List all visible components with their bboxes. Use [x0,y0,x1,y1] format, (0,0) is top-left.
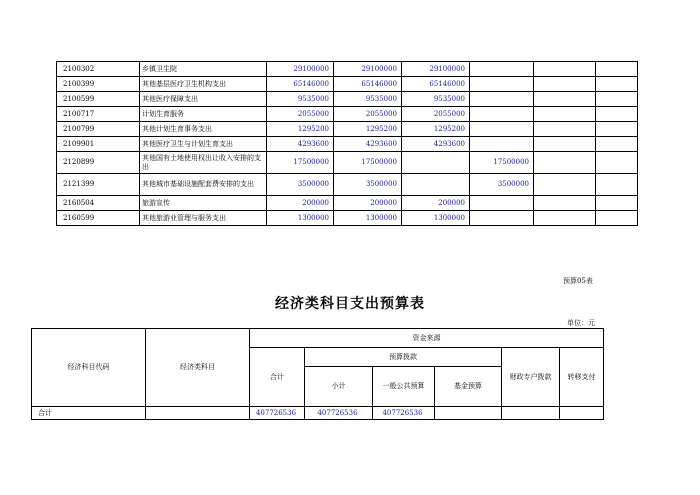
row-empty-2 [596,107,638,122]
row-subtotal: 4293600 [334,137,402,152]
table-row [57,107,638,122]
row-total: 1300000 [267,211,334,226]
expenditure-detail-table [56,61,638,226]
row-fund [470,77,534,92]
total-row [32,407,604,420]
row-total: 65146000 [267,77,334,92]
row-fund [470,62,534,77]
row-name: 乡镇卫生院 [140,62,267,77]
row-code: 2109901 [57,137,140,152]
total-fund [435,407,502,420]
row-general: 65146000 [402,77,470,92]
row-fund [470,137,534,152]
row-fund [470,211,534,226]
row-empty-2 [596,196,638,211]
header-source: 资金来源 [250,329,604,348]
row-name: 其他国有土地使用权出让收入安排的支出 [140,152,267,174]
table-row [57,196,638,211]
row-empty-1 [534,174,596,196]
row-empty-2 [596,92,638,107]
row-subtotal: 1295200 [334,122,402,137]
row-general: 29100000 [402,62,470,77]
row-fund [470,122,534,137]
table-row [57,211,638,226]
row-general [402,174,470,196]
total-amount: 407726536 [250,407,305,420]
header-general: 一般公共预算 [373,367,435,407]
row-empty-1 [534,122,596,137]
total-subtotal: 407726536 [305,407,373,420]
row-code: 2160599 [57,211,140,226]
row-empty-2 [596,122,638,137]
table-row [57,77,638,92]
header-transfer: 转移支付 [560,348,604,407]
header-special: 财政专户拨款 [502,348,560,407]
header-total: 合计 [250,348,305,407]
row-name: 其他医疗保障支出 [140,92,267,107]
row-code: 2100717 [57,107,140,122]
row-empty-2 [596,211,638,226]
row-subtotal: 200000 [334,196,402,211]
row-empty-2 [596,62,638,77]
row-general [402,152,470,174]
total-general: 407726536 [373,407,435,420]
row-fund [470,92,534,107]
row-total: 3500000 [267,174,334,196]
row-empty-2 [596,152,638,174]
row-subtotal: 1300000 [334,211,402,226]
table-row [57,152,638,174]
row-fund [470,107,534,122]
row-name: 计划生育服务 [140,107,267,122]
row-code: 2100399 [57,77,140,92]
row-code: 2160504 [57,196,140,211]
row-empty-1 [534,92,596,107]
row-general: 2055000 [402,107,470,122]
row-name: 其他城市基础设施配套费安排的支出 [140,174,267,196]
row-general: 1300000 [402,211,470,226]
row-subtotal: 65146000 [334,77,402,92]
row-code: 2100799 [57,122,140,137]
header-budget: 预算拨款 [305,348,502,367]
row-fund: 17500000 [470,152,534,174]
row-general: 200000 [402,196,470,211]
row-empty-1 [534,77,596,92]
row-empty-1 [534,211,596,226]
row-subtotal: 3500000 [334,174,402,196]
row-total: 29100000 [267,62,334,77]
row-empty-2 [596,77,638,92]
row-subtotal: 29100000 [334,62,402,77]
table-row [57,137,638,152]
row-general: 4293600 [402,137,470,152]
row-subtotal: 9535000 [334,92,402,107]
economic-category-table [31,328,604,420]
row-name: 旅游宣传 [140,196,267,211]
total-transfer [560,407,604,420]
table-row [57,92,638,107]
table-caption: 预算05表 [563,277,593,285]
header-name: 经济类科目 [146,329,250,407]
header-subtotal: 小计 [305,367,373,407]
total-special [502,407,560,420]
row-empty-1 [534,196,596,211]
table-row [57,174,638,196]
page-title: 经济类科目支出预算表 [275,296,425,312]
row-name: 其他旅游业管理与服务支出 [140,211,267,226]
row-empty-1 [534,137,596,152]
table-row [57,122,638,137]
table-row [57,62,638,77]
row-name: 其他计划生育事务支出 [140,122,267,137]
row-total: 200000 [267,196,334,211]
row-total: 1295200 [267,122,334,137]
header-code: 经济科目代码 [32,329,146,407]
row-code: 2100599 [57,92,140,107]
row-subtotal: 17500000 [334,152,402,174]
row-empty-2 [596,137,638,152]
row-empty-1 [534,107,596,122]
unit-label: 单位：元 [567,319,595,327]
row-total: 9535000 [267,92,334,107]
row-general: 1295200 [402,122,470,137]
total-name-cell [146,407,250,420]
row-total: 2055000 [267,107,334,122]
row-total: 17500000 [267,152,334,174]
row-general: 9535000 [402,92,470,107]
row-fund [470,196,534,211]
row-empty-2 [596,174,638,196]
header-fund: 基金预算 [435,367,502,407]
row-name: 其他基层医疗卫生机构支出 [140,77,267,92]
row-empty-1 [534,62,596,77]
row-fund: 3500000 [470,174,534,196]
row-empty-1 [534,152,596,174]
row-code: 2120899 [57,152,140,174]
total-label: 合计 [32,407,146,420]
row-code: 2100302 [57,62,140,77]
row-total: 4293600 [267,137,334,152]
row-name: 其他医疗卫生与计划生育支出 [140,137,267,152]
row-code: 2121399 [57,174,140,196]
row-subtotal: 2055000 [334,107,402,122]
